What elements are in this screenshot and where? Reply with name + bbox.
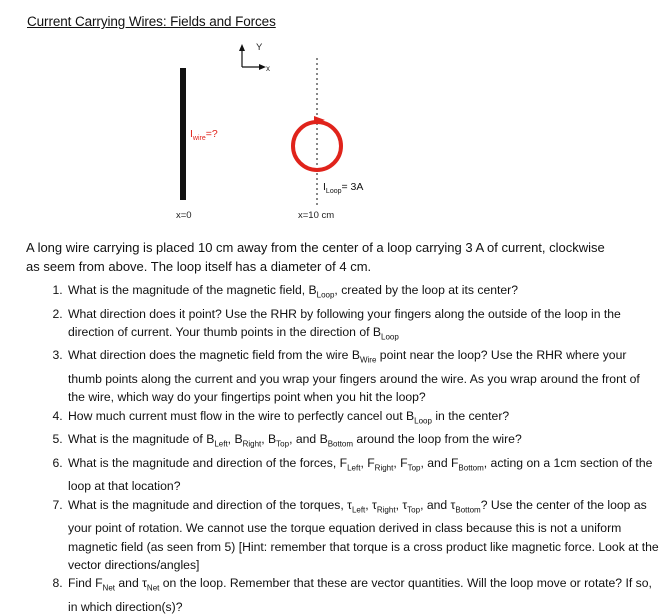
question-text: ? Use the center of the loop as your point of rotation. We cannot use the torque equation derived in class because this is not a uniform magnetic field (as seen from 5) [Hint: remember that torque is a cross product like magnetic force. Look at the vector directions/angles] [68,497,659,572]
question-subscript: Left [347,463,361,473]
question-subscript: Wire [359,355,377,365]
question-text: , created by the loop at its center? [334,283,519,297]
question-text: What is the magnitude and direction of the torques, τ [68,497,352,512]
question-subscript: Loop [381,332,399,342]
question-subscript: Right [374,463,394,473]
question-item [66,574,660,616]
question-item [66,346,660,406]
question-text: What direction does the magnetic field from the wire B [68,348,360,363]
wire [180,68,186,200]
question-text: , τ [395,497,408,512]
question-subscript: Net [146,583,160,593]
question-text: How much current must flow in the wire to perfectly cancel out B [68,408,415,423]
question-item [66,407,660,431]
question-text: , and τ [420,497,456,512]
loop-current-label: $I_{Loop}= 3A$ [323,181,364,196]
question-subscript: Loop [414,415,432,425]
axis-y-label: Y [256,42,263,53]
axis-x-label: x [266,64,270,73]
question-subscript: Top [407,463,421,473]
question-text: , B [227,432,243,447]
x10-label: x=10 cm [298,210,335,221]
question-subscript: Loop [316,290,335,300]
question-text: point near the loop? Use the RHR where your thumb points along the current and you wrap your fingers around the wire. As you wrap around the front of the wire, which way do your fingertips point when you hit the loop? [68,348,640,405]
question-subscript: Bottom [458,463,484,473]
question-item [66,496,660,574]
question-subscript: Top [407,505,421,515]
question-text: Find F [68,575,103,590]
question-item [66,305,660,347]
wire-current-label: $I_{wire}=$? [190,128,218,143]
page-title: Current Carrying Wires: Fields and Forces [27,14,276,29]
question-text: What is the magnitude of the magnetic field, B [68,283,317,297]
question-text: in the center? [431,408,510,423]
question-text: around the loop from the wire? [353,432,522,447]
question-subscript: Left [351,505,366,515]
question-text: What is the magnitude and direction of the forces, F [68,455,348,470]
question-subscript: Bottom [327,439,354,449]
question-text: and τ [115,575,147,590]
question-text: , F [360,455,375,470]
wire-loop-diagram [0,0,632,235]
question-list [26,281,660,616]
intro-paragraph: A long wire carrying is placed 10 cm away from the center of a loop carrying 3 A of current, clockwise as seem from above. The loop itself has a diameter of 4 cm. [26,240,605,274]
question-subscript: Right [376,505,396,515]
question-subscript: Right [242,439,262,449]
question-text: on the loop. Remember that these are vector quantities. Will the loop move or rotate? If so, in which direction(s)? [68,575,652,614]
question-text: , F [393,455,408,470]
question-item [66,281,660,305]
question-text: , τ [365,497,377,512]
question-item [66,454,660,496]
question-text: What direction does it point? Use the RHR by following your fingers along the outside of the loop in the direction of current. Your thumb points in the direction of B [68,306,621,339]
question-subscript: Top [276,439,290,449]
question-text: , and B [289,432,328,447]
question-subscript: Net [102,583,115,593]
question-text: What is the magnitude of B [68,432,215,447]
question-subscript: Bottom [455,505,481,515]
question-text: , and F [420,455,459,470]
question-text: , B [261,432,277,447]
question-item [66,430,660,454]
question-text: , acting on a 1cm section of the loop at that location? [68,455,653,494]
x0-label: x=0 [176,210,192,221]
question-subscript: Left [214,439,228,449]
